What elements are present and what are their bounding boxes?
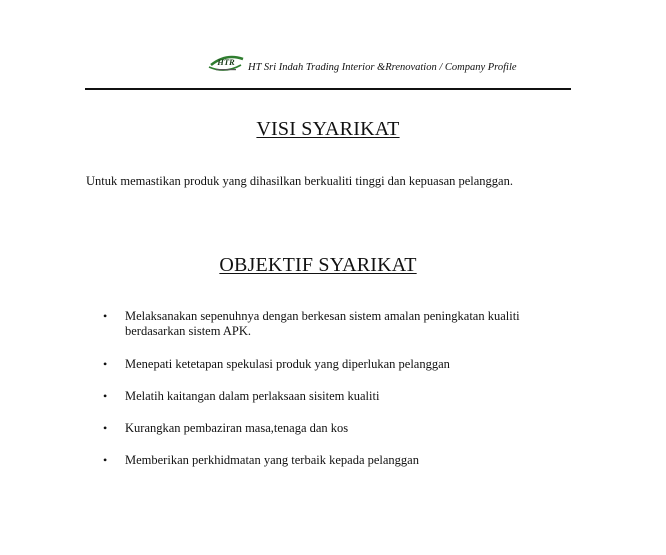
objektif-item-text: Melatih kaitangan dalam perlaksaan sisitem kualiti <box>125 389 380 403</box>
bullet: • <box>103 309 108 323</box>
company-logo <box>205 50 247 76</box>
bullet: • <box>103 421 108 435</box>
objektif-item-text: Kurangkan pembaziran masa,tenaga dan kos <box>125 421 349 435</box>
logo-text: HTR <box>217 57 235 67</box>
header-rule <box>85 88 571 90</box>
page-header <box>205 50 575 80</box>
header-title: HT Sri Indah Trading Interior &Rrenovation / Company Profile <box>248 62 517 73</box>
objektif-item-text: Melaksanakan sepenuhnya dengan berkesan sistem amalan peningkatan kualiti berdasarkan sistem APK. <box>125 309 520 338</box>
objektif-item-text: Memberikan perkhidmatan yang terbaik kepada pelanggan <box>125 453 419 467</box>
visi-heading: VISI SYARIKAT <box>256 118 400 140</box>
visi-text: Untuk memastikan produk yang dihasilkan berkualiti tinggi dan kepuasan pelanggan. <box>86 174 513 188</box>
bullet: • <box>103 453 108 467</box>
objektif-heading: OBJEKTIF SYARIKAT <box>219 254 417 276</box>
bullet: • <box>103 389 108 403</box>
objektif-item-text: Menepati ketetapan spekulasi produk yang diperlukan pelanggan <box>125 357 450 371</box>
bullet: • <box>103 357 108 371</box>
